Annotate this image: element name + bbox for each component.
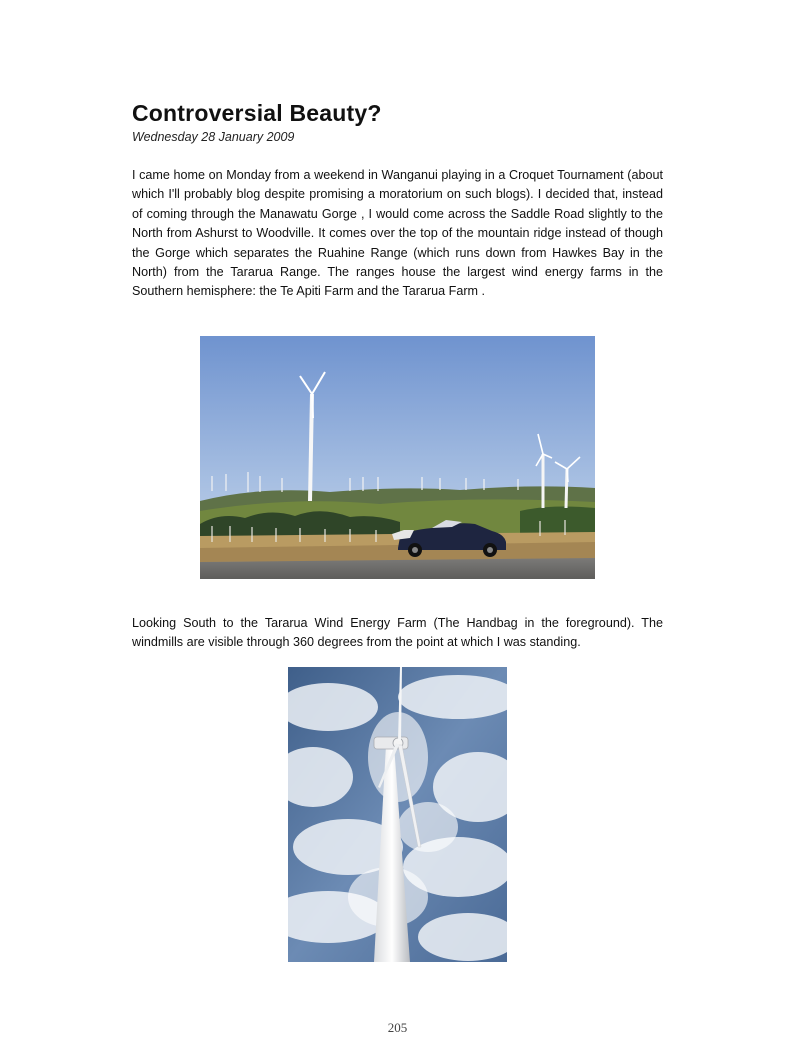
wind-farm-landscape-photo [200, 336, 595, 579]
post-title: Controversial Beauty? [132, 100, 382, 126]
wind-turbine-sky-photo [288, 667, 507, 962]
photo-caption: Looking South to the Tararua Wind Energy Farm (The Handbag in the foreground). The windmills are visible through 360 degrees from the point at which I was standing. [132, 616, 663, 650]
post-date: Wednesday 28 January 2009 [132, 130, 295, 144]
page-number: 205 [387, 1020, 408, 1035]
body-paragraph: I came home on Monday from a weekend in Wanganui playing in a Croquet Tournament (about which I'll probably blog despite promising a moratorium on such blogs). I decided that, instead of coming through the Manawatu Gorge , I would come across the Saddle Road slightly to the North from Ashurst to Woodville. It comes over the top of the mountain ridge instead of though the Gorge which separates the Ruahine Range (which runs down from Hawkes Bay in the North) from the Tararua Range. The ranges house the largest wind energy farms in the Southern hemisphere: the Te Apiti Farm and the Tararua Farm . [132, 168, 663, 299]
